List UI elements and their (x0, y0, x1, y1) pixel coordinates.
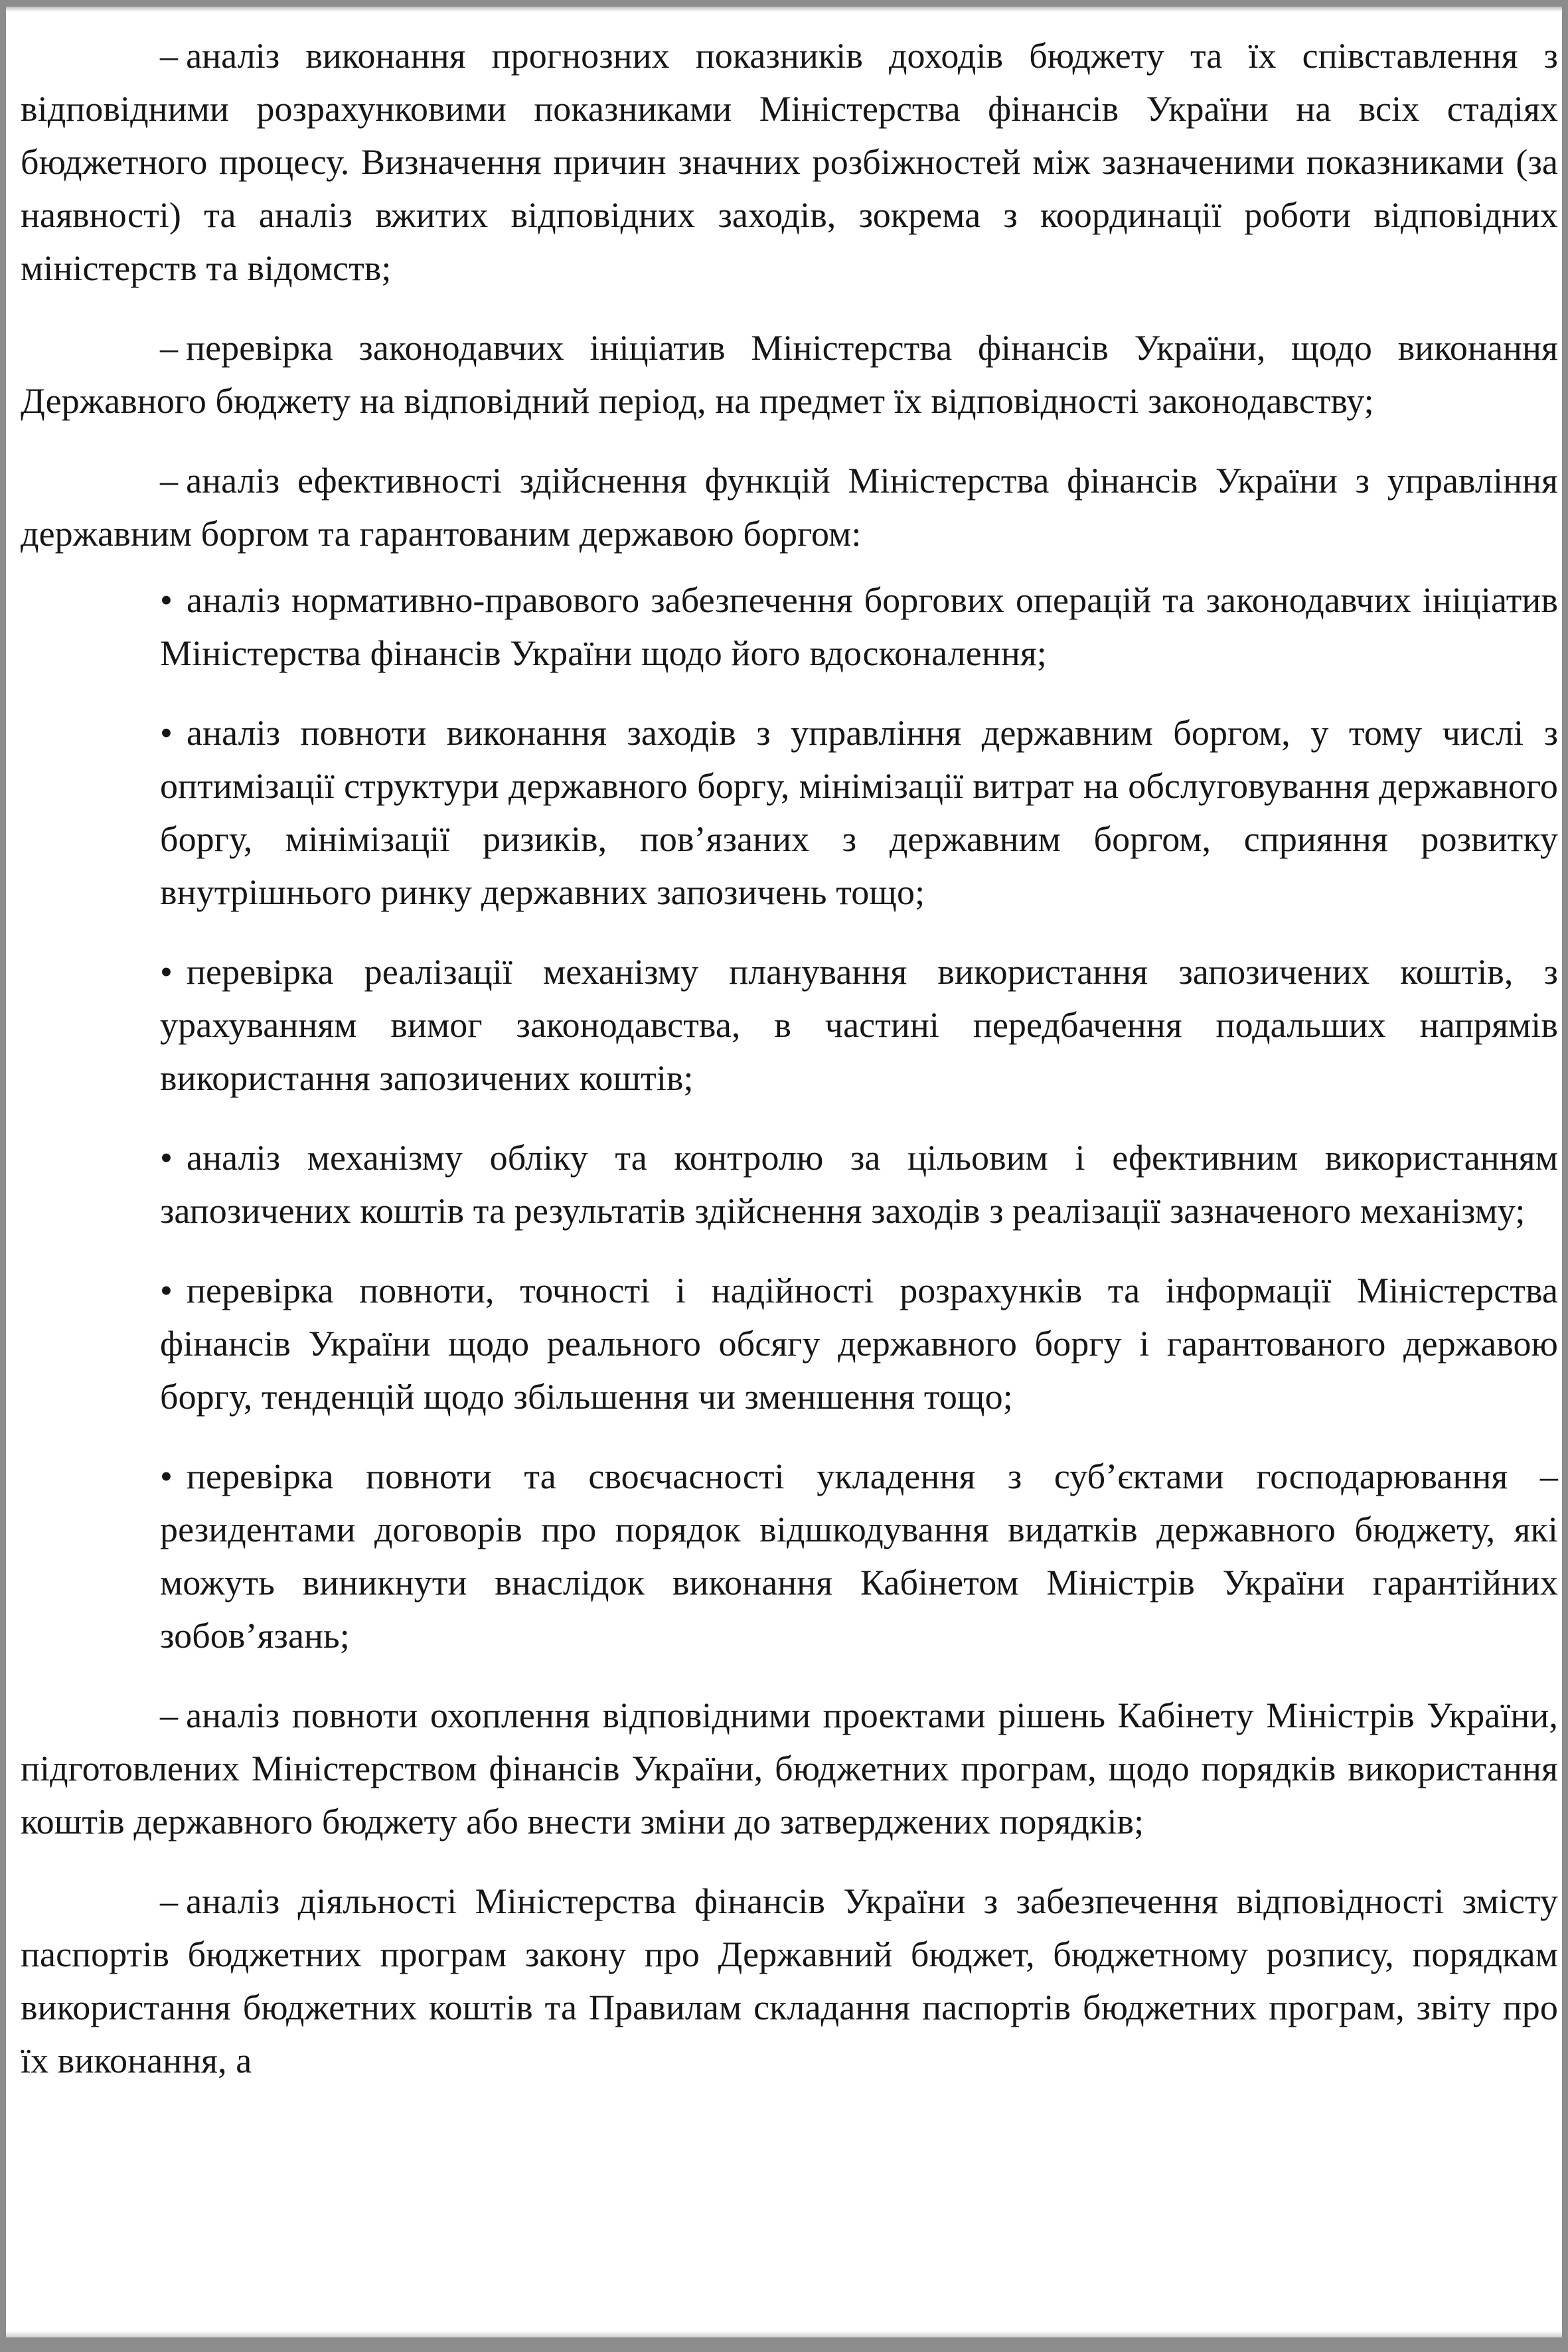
bullet-text: аналіз повноти виконання заходів з управління державним боргом, у тому числі з оптимізації структури державного боргу, мінімізації витрат на обслуговування державного боргу, мінімізації ризиків, пов’язаних з державним боргом, сприяння розвитку внутрішнього ринку державних запозичень тощо; (160, 713, 1558, 912)
dash-marker: – (160, 1695, 179, 1735)
bullet-marker: • (160, 1138, 173, 1178)
bullet-item-4 (160, 1131, 1558, 1237)
paragraph-dash-5 (21, 1875, 1558, 2087)
paragraph-text: аналіз повноти охоплення відповідними проектами рішень Кабінету Міністрів України, підготовлених Міністерством фінансів України, бюджетних програм, щодо порядків використання коштів державного бюджету або внести зміни до затверджених порядків; (21, 1695, 1558, 1842)
bullet-text: аналіз механізму обліку та контролю за цільовим і ефективним використанням запозичених коштів та результатів здійснення заходів з реалізації зазначеного механізму; (160, 1138, 1558, 1231)
paragraph-text: аналіз ефективності здійснення функцій Міністерства фінансів України з управління державним боргом та гарантованим державою боргом: (21, 461, 1558, 554)
bullet-marker: • (160, 952, 173, 992)
bullet-marker: • (160, 713, 173, 753)
bullet-text: аналіз нормативно-правового забезпечення боргових операцій та законодавчих ініціатив Міністерства фінансів України щодо його вдосконалення; (160, 580, 1558, 673)
bullet-text: перевірка повноти, точності і надійності розрахунків та інформації Міністерства фінансів України щодо реального обсягу державного боргу і гарантованого державою боргу, тенденцій щодо збільшення чи зменшення тощо; (160, 1271, 1558, 1417)
bullet-item-2 (160, 706, 1558, 919)
paragraph-text: перевірка законодавчих ініціатив Міністерства фінансів України, щодо виконання Державного бюджету на відповідний період, на предмет їх відповідності законодавству; (21, 328, 1558, 421)
dash-marker: – (160, 461, 179, 501)
bullet-item-1 (160, 574, 1558, 680)
paragraph-text: аналіз виконання прогнозних показників доходів бюджету та їх співставлення з відповідними розрахунковими показниками Міністерства фінансів України на всіх стадіях бюджетного процесу. Визначення причин значних розбіжностей між зазначеними показниками (за наявності) та аналіз вжитих відповідних заходів, зокрема з координації роботи відповідних міністерств та відомств; (21, 36, 1558, 288)
bullet-marker: • (160, 580, 173, 620)
bullet-text: перевірка повноти та своєчасності укладення з суб’єктами господарювання – резидентами договорів про порядок відшкодування видатків державного бюджету, які можуть виникнути внаслідок виконання Кабінетом Міністрів України гарантійних зобов’язань; (160, 1456, 1558, 1656)
paragraph-dash-1 (21, 29, 1558, 295)
paragraph-text: аналіз діяльності Міністерства фінансів України з забезпечення відповідності змісту паспортів бюджетних програм закону про Державний бюджет, бюджетному розпису, порядкам використання бюджетних коштів та Правилам складання паспортів бюджетних програм, звіту про їх виконання, а (21, 1881, 1558, 2080)
bullet-item-5 (160, 1264, 1558, 1423)
paragraph-dash-4 (21, 1689, 1558, 1848)
dash-marker: – (160, 36, 179, 76)
bullet-item-6 (160, 1450, 1558, 1662)
bullet-marker: • (160, 1456, 173, 1496)
paragraph-dash-2 (21, 321, 1558, 428)
paragraph-dash-3 (21, 454, 1558, 560)
bullet-text: перевірка реалізації механізму планування використання запозичених коштів, з урахуванням вимог законодавства, в частині передбачення подальших напрямів використання запозичених коштів; (160, 952, 1558, 1098)
dash-marker: – (160, 328, 179, 368)
document-body (21, 29, 1558, 2114)
dash-marker: – (160, 1881, 179, 1921)
bullet-marker: • (160, 1271, 173, 1310)
bullet-item-3 (160, 945, 1558, 1105)
